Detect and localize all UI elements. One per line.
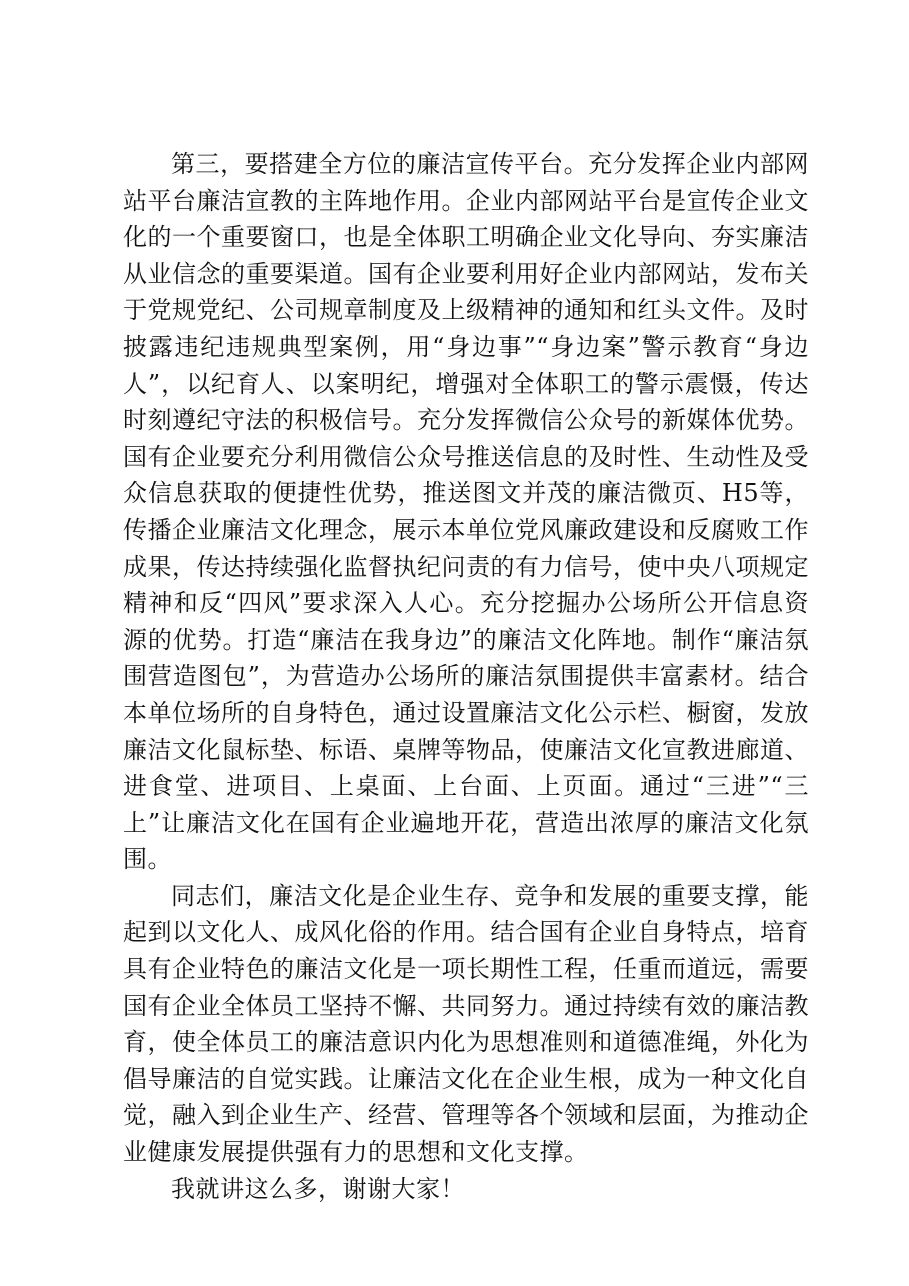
- paragraph-platform: 第三，要搭建全方位的廉洁宣传平台。充分发挥企业内部网站平台廉洁宣教的主阵地作用。企业内部网站平台是宣传企业文化的一个重要窗口，也是全体职工明确企业文化导向、夯实廉洁从业信念的重要渠道。国有企业要利用好企业内部网站，发布关于党规党纪、公司规章制度及上级精神的通知和红头文件。及时披露违纪违规典型案例，用“身边事”“身边案”警示教育“身边人”，以纪育人、以案明纪，增强对全体职工的警示震慑，传达时刻遵纪守法的积极信号。充分发挥微信公众号的新媒体优势。国有企业要充分利用微信公众号推送信息的及时性、生动性及受众信息获取的便捷性优势，推送图文并茂的廉洁微页、H5等，传播企业廉洁文化理念，展示本单位党风廉政建设和反腐败工作成果，传达持续强化监督执纪问责的有力信号，使中央八项规定精神和反“四风”要求深入人心。充分挖掘办公场所公开信息资源的优势。打造“廉洁在我身边”的廉洁文化阵地。制作“廉洁氛围营造图包”，为营造办公场所的廉洁氛围提供丰富素材。结合本单位场所的自身特色，通过设置廉洁文化公示栏、橱窗，发放廉洁文化鼠标垫、标语、桌牌等物品，使廉洁文化宣教进廊道、进食堂、进项目、上桌面、上台面、上页面。通过“三进”“三上”让廉洁文化在国有企业遍地开花，营造出浓厚的廉洁文化氛围。: [123, 150, 809, 874]
- paragraph-closing: 我就讲这么多，谢谢大家！: [171, 1174, 465, 1203]
- paragraph-summary: 同志们，廉洁文化是企业生存、竞争和发展的重要支撑，能起到以文化人、成风化俗的作用。结合国有企业自身特点，培育具有企业特色的廉洁文化是一项长期性工程，任重而道远，需要国有企业全体员工坚持不懈、共同努力。通过持续有效的廉洁教育，使全体员工的廉洁意识内化为思想准则和道德准绳，外化为倡导廉洁的自觉实践。让廉洁文化在企业生根，成为一种文化自觉，融入到企业生产、经营、管理等各个领域和层面，为推动企业健康发展提供强有力的思想和文化支撑。: [123, 881, 809, 1167]
- document-body: [123, 146, 809, 1207]
